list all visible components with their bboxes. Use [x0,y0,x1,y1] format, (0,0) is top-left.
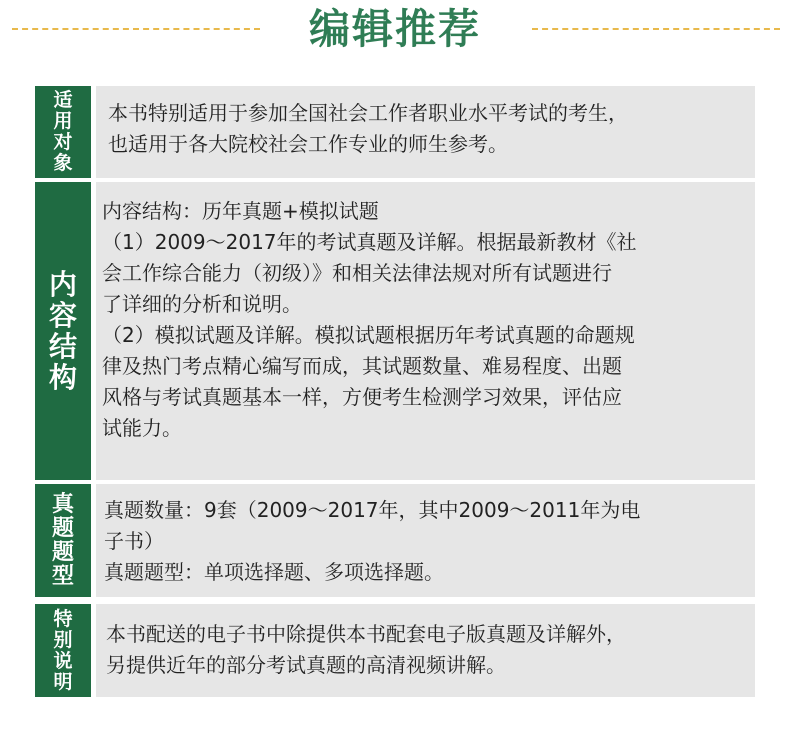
text-line: 子书） [104,529,164,553]
row-target-audience [35,86,755,178]
page-title: 编辑推荐 [309,5,481,53]
row-content-exam-questions [96,484,755,597]
text-line: 本书配送的电子书中除提供本书配套电子版真题及详解外， [106,622,626,646]
text-line: 会工作综合能力（初级）》和相关法律法规对所有试题进行 [102,261,612,285]
row-label-exam-questions: 真 题 题 型 [35,484,91,597]
row-content-content-structure [96,182,755,480]
text-line: 内容结构：历年真题+模拟试题 [102,199,379,223]
text-line: 真题数量：9套（2009～2017年，其中2009～2011年为电 [104,498,641,522]
row-content-special-notes [96,604,755,697]
text-line: （2）模拟试题及详解。模拟试题根据历年考试真题的命题规 [102,323,635,347]
row-content-structure [35,182,755,480]
text-line: 风格与考试真题基本一样，方便考生检测学习效果，评估应 [102,385,622,409]
text-line: 律及热门考点精心编写而成，其试题数量、难易程度、出题 [102,354,622,378]
row-label-target-audience: 适 用 对 象 [35,86,91,178]
text-line: 本书特别适用于参加全国社会工作者职业水平考试的考生， [108,101,628,125]
text-line: 试能力。 [102,416,182,440]
header [0,0,790,66]
text-line: （1）2009～2017年的考试真题及详解。根据最新教材《社 [102,230,637,254]
row-special-notes [35,604,755,697]
text-line: 也适用于各大院校社会工作专业的师生参考。 [108,132,508,156]
text-line: 了详细的分析和说明。 [102,292,302,316]
row-label-special-notes: 特 别 说 明 [35,604,91,697]
row-label-content-structure: 内 容 结 构 [35,182,91,480]
row-content-target-audience [96,86,755,178]
text-line: 另提供近年的部分考试真题的高清视频讲解。 [106,653,506,677]
text-line: 真题题型：单项选择题、多项选择题。 [104,560,444,584]
row-exam-questions [35,484,755,597]
right-dashed-divider [532,28,780,30]
